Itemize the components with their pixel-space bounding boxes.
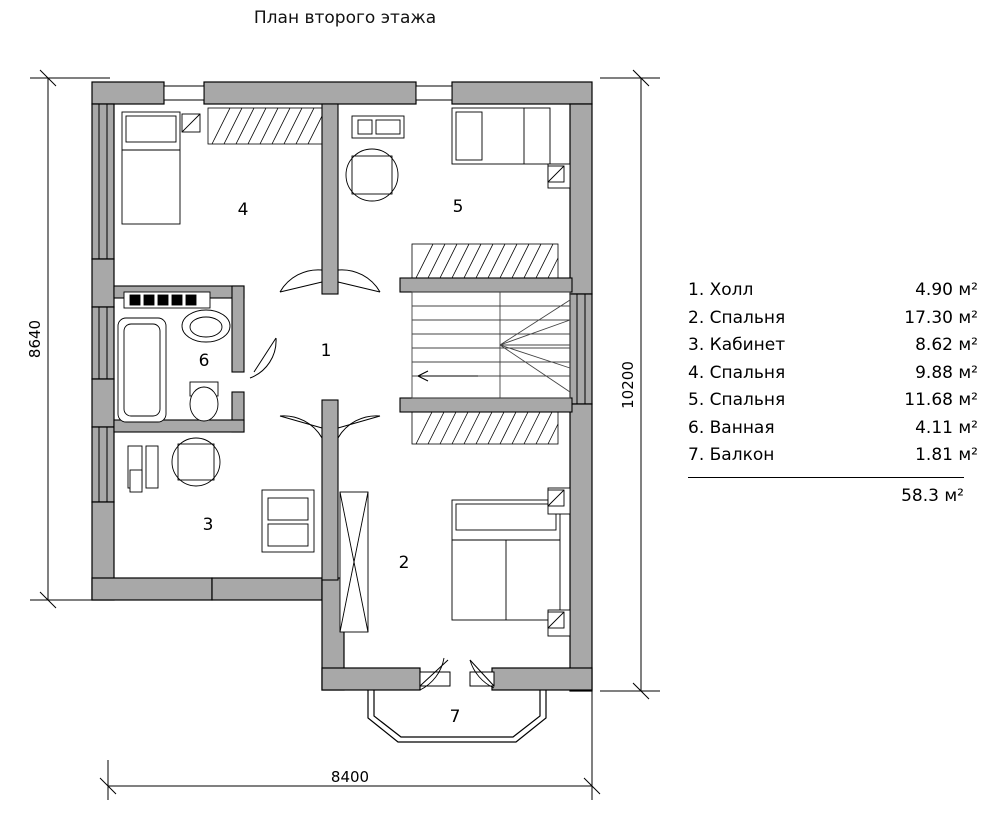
room-number-5: 5 (452, 197, 464, 217)
room-number-6: 6 (198, 351, 210, 371)
legend-label: 2. Спальня (688, 307, 786, 328)
legend-label: 7. Балкон (688, 445, 775, 466)
dimension-bottom: 8400 (330, 768, 370, 786)
room-number-2: 2 (398, 553, 410, 573)
legend-area: 11.68 м² (904, 390, 978, 411)
legend-row (688, 387, 978, 415)
legend-area: 4.90 м² (915, 280, 978, 300)
legend-area: 4.11 м² (915, 417, 978, 438)
room-number-7: 7 (449, 707, 461, 727)
dimension-left: 8640 (26, 319, 44, 359)
legend-area: 17.30 м² (904, 307, 978, 328)
room-legend (688, 277, 978, 506)
legend-divider (688, 477, 964, 478)
room-number-3: 3 (202, 515, 214, 535)
legend-label: 6. Ванная (688, 417, 775, 438)
legend-row (688, 277, 978, 305)
page-title: План второго этажа (253, 8, 437, 28)
legend-row (688, 332, 978, 360)
legend-row (688, 415, 978, 443)
legend-area: 1.81 м² (915, 445, 978, 466)
legend-row (688, 442, 978, 470)
staircase (412, 292, 570, 398)
legend-label: 3. Кабинет (688, 335, 786, 356)
room-number-4: 4 (237, 200, 249, 220)
legend-label: 4. Спальня (688, 362, 786, 383)
bathroom-fixtures (118, 292, 230, 422)
legend-label: 5. Спальня (688, 390, 786, 411)
legend-area: 8.62 м² (915, 335, 978, 356)
legend-row (688, 305, 978, 333)
legend-area: 9.88 м² (915, 362, 978, 383)
dimension-right: 10200 (619, 361, 637, 409)
room-number-1: 1 (320, 341, 332, 361)
door-swings (250, 270, 494, 690)
legend-row (688, 360, 978, 388)
legend-label: 1. Холл (688, 280, 754, 300)
legend-total-area: 58.3 м² (901, 485, 964, 506)
